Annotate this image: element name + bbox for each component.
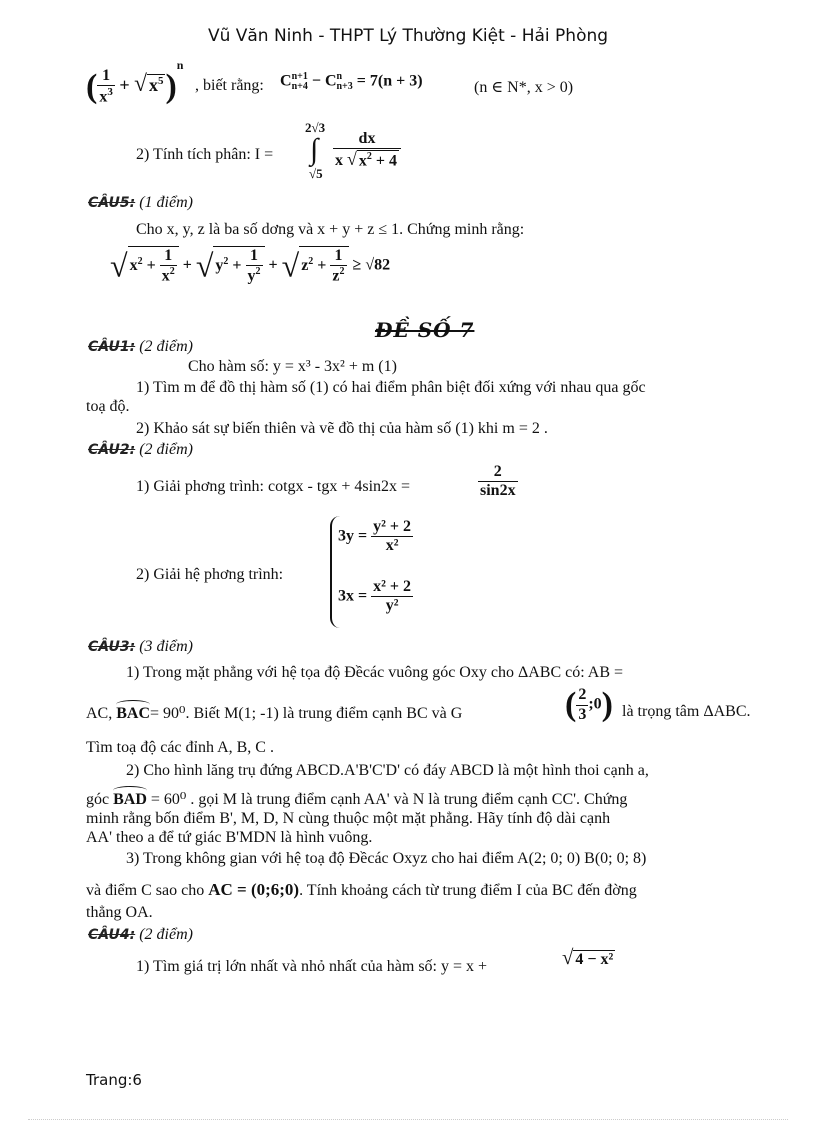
binomial-expression: ( $\frac{1}{x^3}$ + √ $x^5)^n$ (86, 58, 184, 106)
cau3-p2b: góc BAD = 60⁰ . gọi M là trung điểm cạnh AA' và N là trung điểm cạnh CC'. Chứng (86, 791, 628, 808)
cau3-p2a: 2) Cho hình lăng trụ đứng ABCD.A'B'C'D' có đáy ABCD là một hình thoi cạnh a, (126, 762, 649, 779)
cau3-p2d: AA' theo a để tứ giác B'MDN là hình vuông. (86, 829, 373, 846)
cau2-p1-num: 2 (478, 463, 518, 482)
integral-fraction: $\frac{dx}{x √ x^2 + 4}$ (333, 130, 401, 171)
cau2-points: (2 điểm) (139, 441, 193, 458)
cau1-p2: 2) Khảo sát sự biến thiên và vẽ đồ thị của hàm số (1) khi m = 2 . (136, 420, 548, 437)
integral-sign: ∫ (310, 133, 319, 166)
comb-eq-rhs: = 7(n + 3) (356, 72, 423, 90)
cau3-heading (88, 638, 193, 656)
combination-equation: C n+1 n+4 − C n n+3 = 7(n + 3) (280, 71, 423, 92)
cau3-p1b: AC, BAC= 90⁰. Biết M(1; -1) là trung điểm cạnh BC và G (86, 705, 463, 722)
cau3-p2c: minh rằng bốn điểm B', M, D, N cùng thuộc một mặt phẳng. Hãy tính độ dài cạnh (86, 810, 611, 827)
cau3-label: CÂU3: (88, 639, 136, 655)
cau1-label: CÂU1: (88, 339, 136, 355)
cau1-p1a: 1) Tìm m để đồ thị hàm số (1) có hai điểm phân biệt đối xứng với nhau qua gốc (136, 379, 646, 396)
cau1-p1b: toạ độ. (86, 398, 130, 415)
cau5-heading (88, 194, 193, 212)
cau3-points: (3 điểm) (139, 638, 193, 655)
cau2-p2: 2) Giải hệ phơng trình: (136, 566, 284, 583)
cau2-p1-den: sin2x (480, 482, 516, 500)
integral-num: dx (333, 130, 401, 149)
integral-upper: 2√3 (305, 120, 326, 135)
cau2-p1-fraction (478, 463, 518, 501)
exam-title: ĐỀ SỐ 7 (375, 318, 475, 342)
cau5-rhs: ≥ √82 (352, 256, 391, 274)
page-number: 6 (132, 1071, 142, 1089)
vector-ac: AC = (0;6;0) (208, 880, 300, 899)
bottom-divider (28, 1119, 788, 1120)
cau1-intro: Cho hàm số: y = x³ - 3x² + m (1) (188, 358, 397, 375)
centroid-g: ( $\frac{2}{3}$ ;0) (565, 686, 613, 723)
cau5-label: CÂU5: (88, 195, 136, 211)
page-label: Trang: (86, 1071, 133, 1089)
integral-lower: √5 (309, 166, 323, 181)
cau3-p1c: Tìm toạ độ các đỉnh A, B, C . (86, 739, 274, 756)
angle-bad: BAD (113, 791, 147, 808)
cau3-p3c: thẳng OA. (86, 904, 153, 921)
cau5-points: (1 điểm) (139, 194, 193, 211)
cau1-heading (88, 338, 193, 356)
cau3-p3a: 3) Trong không gian với hệ toạ độ Đềcác Oxyz cho hai điểm A(2; 0; 0) B(0; 0; 8) (126, 850, 647, 867)
cau4-p1: 1) Tìm giá trị lớn nhất và nhỏ nhất của hàm số: y = x + (136, 958, 488, 975)
domain-condition: (n ∈ N*, x > 0) (474, 79, 574, 96)
cau2-heading (88, 441, 193, 459)
condition-text: , biết rằng: (195, 77, 264, 94)
cau4-label: CÂU4: (88, 927, 136, 943)
cau3-p3b: và điểm C sao cho AC = (0;6;0). Tính khoảng cách từ trung điểm I của BC đến đờng (86, 880, 637, 899)
angle-bac: BAC (116, 705, 151, 722)
system-eq1: 3y = $\frac{\text{y² + 2}}{\text{x²}}$ (338, 518, 412, 555)
cau1-points: (2 điểm) (139, 338, 193, 355)
cau4-points: (2 điểm) (139, 926, 193, 943)
integral-label: 2) Tính tích phân: I = (136, 146, 274, 163)
system-eq2: 3x = $\frac{\text{x² + 2}}{\text{y²}}$ (338, 578, 412, 615)
cau4-radical: √ 4 − x² (562, 946, 614, 969)
cau2-p1: 1) Giải phơng trình: cotgx - tgx + 4sin2x = (136, 478, 411, 495)
cau3-p1b-end: là trọng tâm ΔABC. (622, 703, 751, 720)
cau3-p1a: 1) Trong mặt phẳng với hệ tọa độ Đềcác vuông góc Oxy cho ΔABC có: AB = (126, 664, 624, 681)
cau5-text: Cho x, y, z là ba số dơng và x + y + z ≤ 1. Chứng minh rằng: (136, 221, 525, 238)
page-header: Vũ Văn Ninh - THPT Lý Thường Kiệt - Hải Phòng (207, 26, 609, 46)
page-footer (86, 1071, 142, 1089)
cau2-label: CÂU2: (88, 442, 136, 458)
cau4-heading (88, 926, 193, 944)
cau5-inequality: √ $x^2$ + $\frac{1}{x^2}$ + √ $y^2$ + $\frac{1}{y^2}$ + √ $z^2$ + $\frac{1}{z^2}$ ≥ √82 (110, 247, 391, 285)
